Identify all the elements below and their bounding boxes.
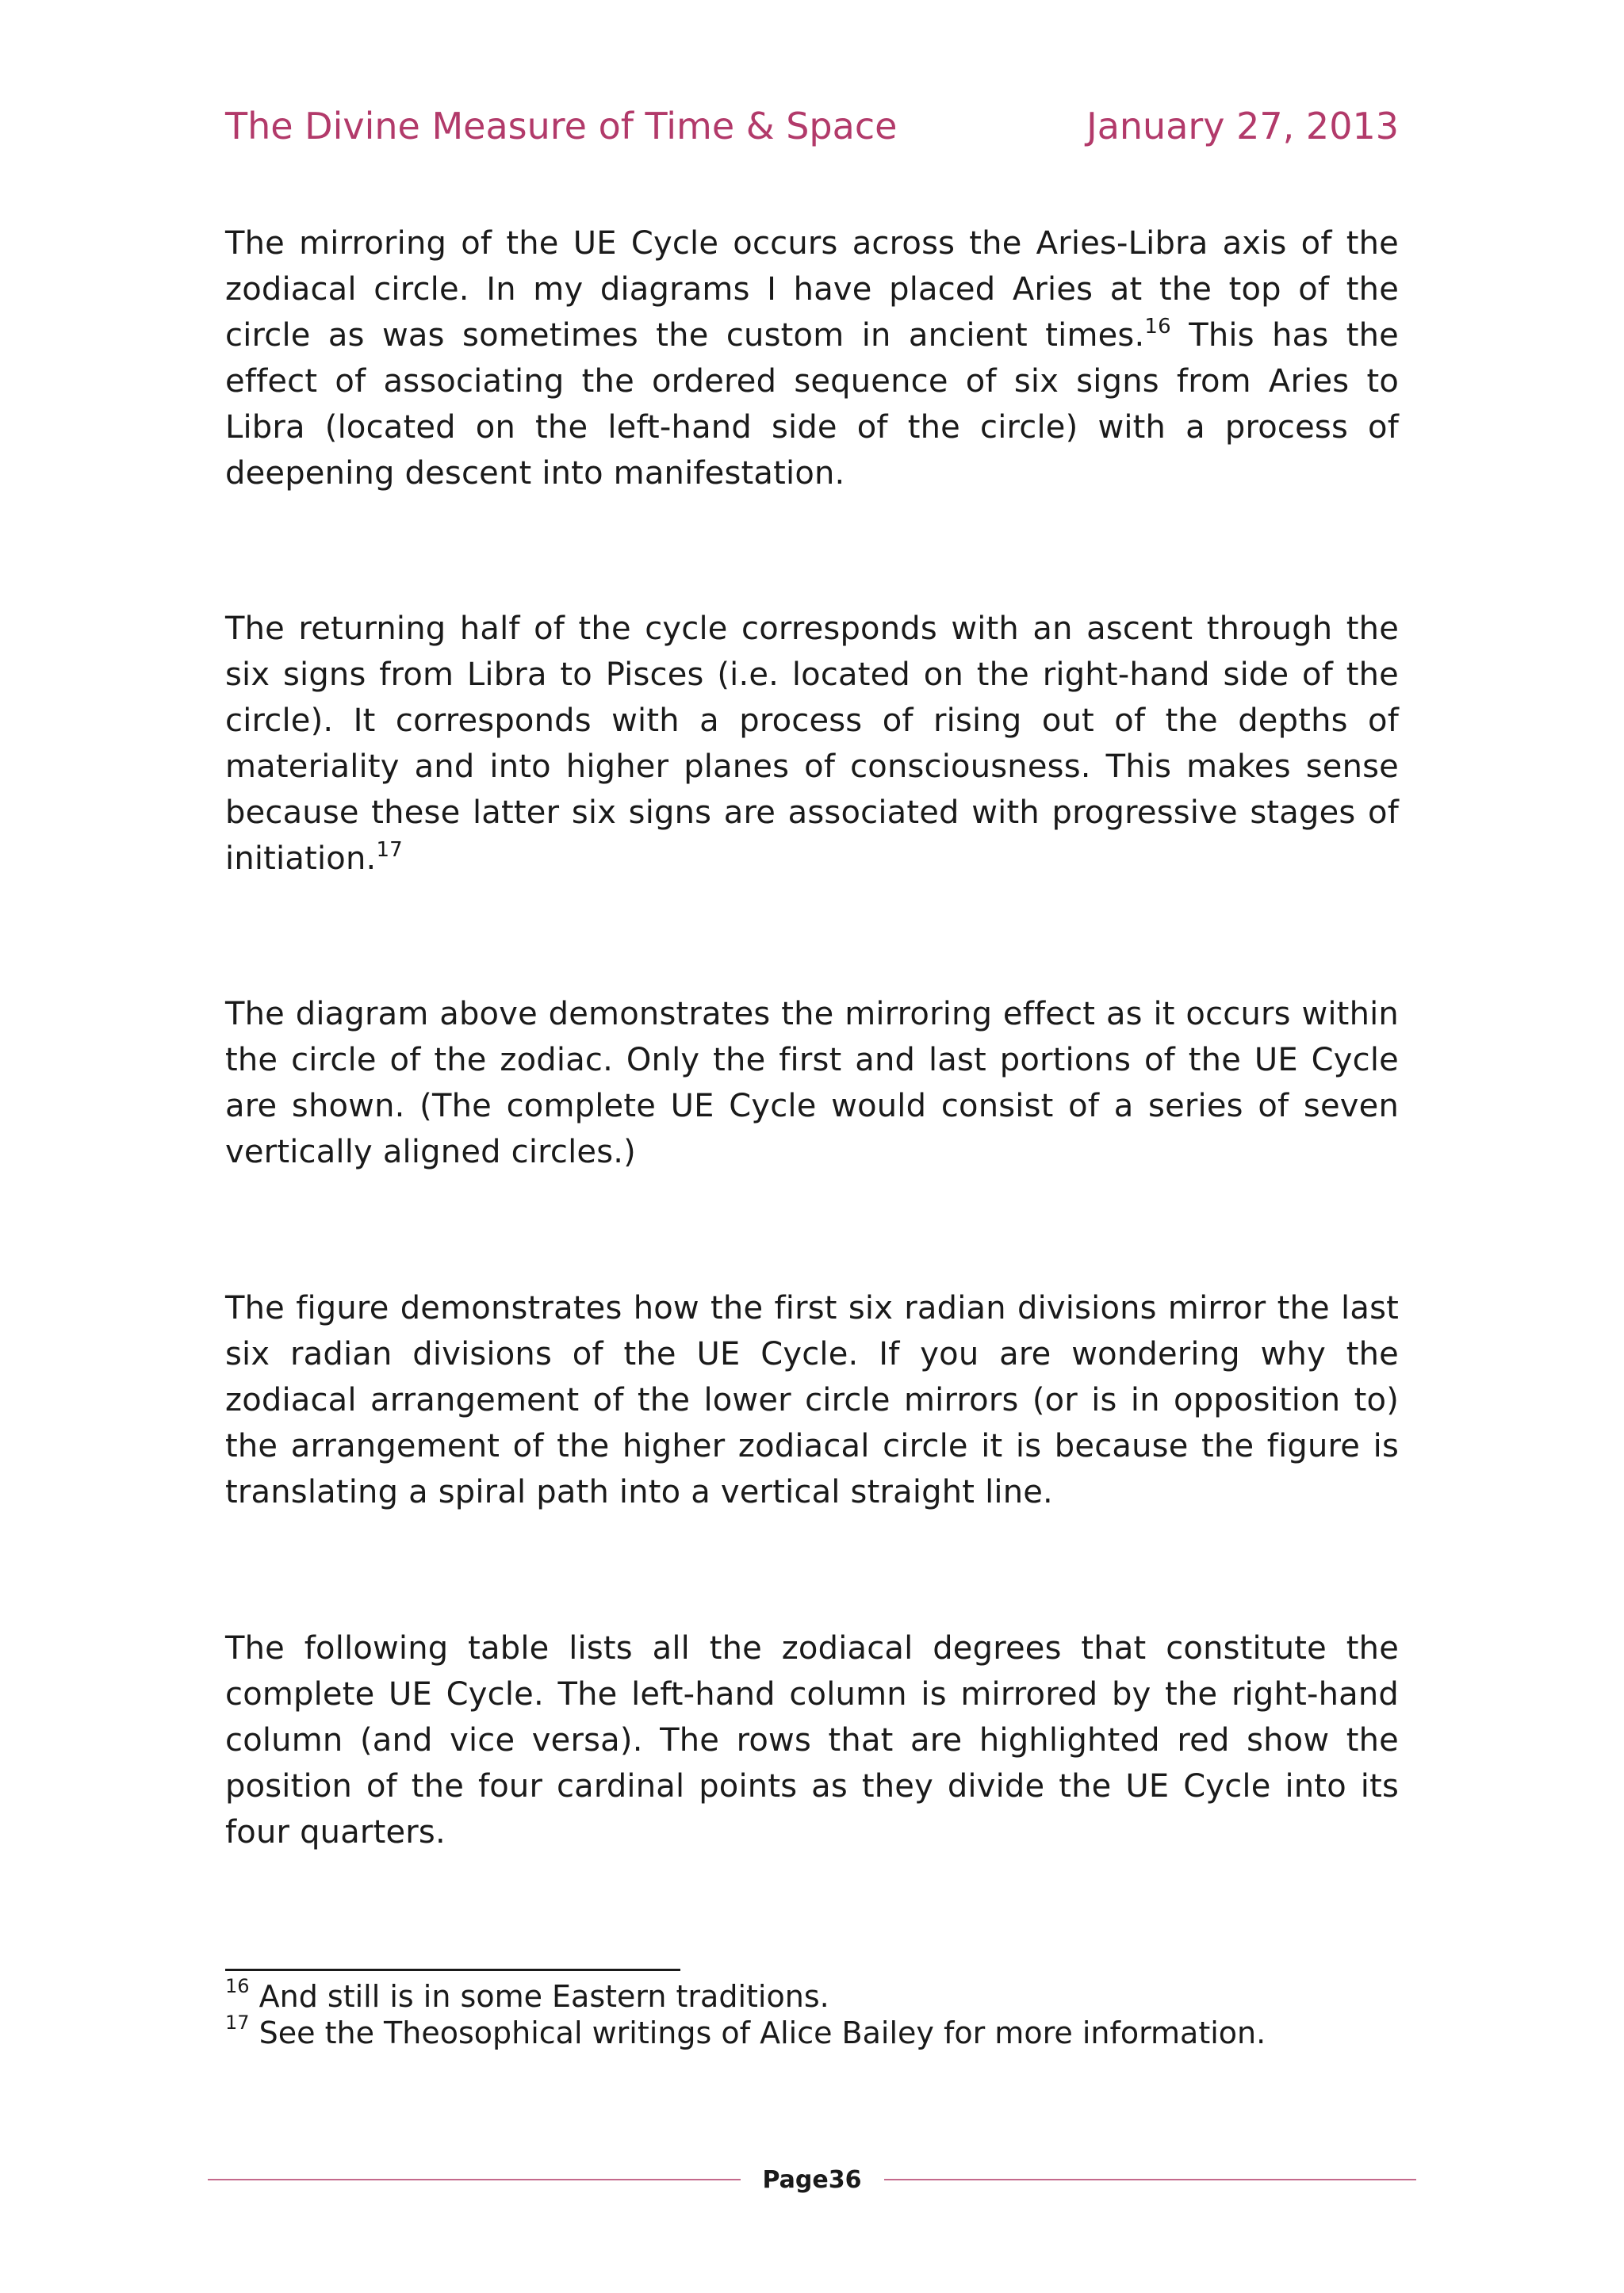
page-footer [208,2160,1416,2199]
footnote-16 [225,1975,1399,2015]
page-header [225,105,1399,147]
footnote-text: See the Theosophical writings of Alice Bailey for more information. [259,2015,1266,2050]
footnote-ref-16: 16 [1144,314,1171,339]
paragraph-3-text: The diagram above demonstrates the mirroring effect as it occurs within the circle of the zodiac. Only the first and last portions of the UE Cycle are shown. (The complete UE Cycle would consist of a series of seven vertically aligned circles.) [225,996,1399,1170]
paragraph-5 [225,1625,1399,1855]
paragraph-4-text: The figure demonstrates how the first six radian divisions mirror the last six radian divisions of the UE Cycle. If you are wondering why the zodiacal arrangement of the lower circle mirrors (or is in opposition to) the arrangement of the higher zodiacal circle it is because the figure is translating a spiral path into a vertical straight line. [225,1290,1399,1510]
footnote-text: And still is in some Eastern traditions. [259,1979,829,2014]
footnote-separator [225,1969,680,1971]
footnote-17 [225,2012,1399,2051]
paragraph-1 [225,220,1399,496]
page-number: Page36 [762,2165,862,2194]
footer-rule-left [208,2179,741,2180]
footnote-number: 16 [225,1975,250,1998]
paragraph-2 [225,606,1399,882]
document-title: The Divine Measure of Time & Space [225,105,898,147]
paragraph-3 [225,991,1399,1175]
footnotes [225,1975,1399,2051]
paragraph-5-text: The following table lists all the zodiacal degrees that constitute the complete UE Cycle. The left-hand column is mirrored by the right-hand column (and vice versa). The rows that are highlighted red show the position of the four cardinal points as they divide the UE Cycle into its four quarters. [225,1630,1399,1851]
footer-rule-right [884,2179,1417,2180]
paragraph-4 [225,1285,1399,1515]
paragraph-1-text-b: This has the effect of associating the ordered sequence of six signs from Aries to Libra (located on the left-hand side of the circle) with a process of deepening descent into manifestation. [225,317,1399,492]
footnote-number: 17 [225,2012,250,2035]
paragraph-2-text: The returning half of the cycle corresponds with an ascent through the six signs from Libra to Pisces (i.e. located on the right-hand side of the circle). It corresponds with a process of rising out of the depths of materiality and into higher planes of consciousness. This makes sense because these latter six signs are associated with progressive stages of initiation. [225,611,1399,877]
footnote-ref-17: 17 [376,837,403,862]
paragraph-1-text-a: The mirroring of the UE Cycle occurs across the Aries-Libra axis of the zodiacal circle. In my diagrams I have placed Aries at the top of the circle as was sometimes the custom in ancient times. [225,225,1399,354]
document-date: January 27, 2013 [1086,105,1399,147]
